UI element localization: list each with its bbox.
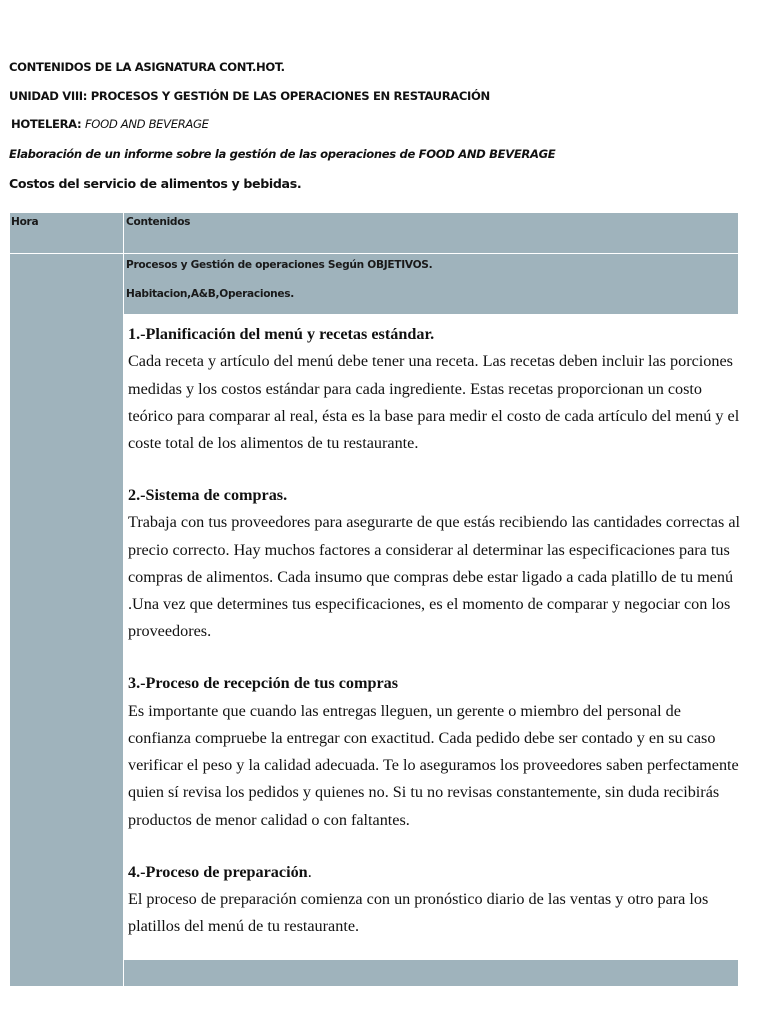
section-title: 4.-Proceso de preparación [128,862,308,881]
section-body: Cada receta y artículo del menú debe tener una receta. Las recetas deben incluir las porciones medidas y los costos estándar para cada ingrediente. Estas recetas proporcionan un costo teórico para comparar al real, ésta es la base para medir el costo de cada artículo del menú y el coste total de los alimentos de tu restaurante. [128,352,740,453]
contents-cell [124,315,741,959]
unit-subtitle-italic: FOOD AND BEVERAGE [84,117,209,131]
subheader-areas: Habitacion,A&B,Operaciones. [126,288,295,300]
section-body: Trabaja con tus proveedores para asegurarte de que estás recibiendo las cantidades correctas al precio correcto. Hay muchos factores a considerar al determinar las especificaciones para tus compras de alimentos. Cada insumo que compras debe estar ligado a cada platillo de tu menú .Una vez que determines tus especificaciones, es el momento de comparar y negociar con los proveedores. [128,513,741,641]
section-receiving [128,670,740,834]
subheader-objetivos: Procesos y Gestión de operaciones Según OBJETIVOS. [126,259,433,271]
unit-subtitle [11,117,209,131]
contents-table [10,213,741,986]
report-description: Elaboración de un informe sobre la gestión de las operaciones de FOOD AND BEVERAGE [9,147,556,161]
contents-body [128,321,740,940]
unit-subtitle-prefix: HOTELERA: [11,117,85,131]
column-header-hora [10,213,123,253]
section-title-suffix: . [307,862,312,881]
section-menu-planning [128,321,740,457]
section-title-wrap [128,859,740,886]
column-header-hora-label: Hora [11,216,39,228]
column-header-contenidos [124,213,738,253]
section-title: 3.-Proceso de recepción de tus compras [128,674,399,693]
section-body: Es importante que cuando las entregas lleguen, un gerente o miembro del personal de confianza compruebe la entregar con exactitud. Cada pedido debe ser contado y en su caso verificar el peso y la calidad adecuada. Te lo aseguramos los proveedores saben perfectamente quien sí revisa los pedidos y quienes no. Si tu no revisas constantemente, sin duda recibirás productos de menor calidad o con faltantes. [128,701,739,829]
section-preparation [128,859,740,941]
section-heading: Costos del servicio de alimentos y bebidas. [9,176,302,191]
section-title: 2.-Sistema de compras. [128,485,288,504]
column-header-contenidos-label: Contenidos [126,216,191,228]
unit-title: UNIDAD VIII: PROCESOS Y GESTIÓN DE LAS OPERACIONES EN RESTAURACIÓN [9,89,490,103]
course-contents-title: CONTENIDOS DE LA ASIGNATURA CONT.HOT. [9,60,285,74]
section-body: El proceso de preparación comienza con un pronóstico diario de las ventas y otro para los platillos del menú de tu restaurante. [128,889,709,936]
table-footer-row [124,960,738,986]
section-purchasing [128,482,740,646]
hora-cell [10,254,123,986]
table-subheader [124,254,738,314]
section-title: 1.-Planificación del menú y recetas estándar. [128,325,435,343]
